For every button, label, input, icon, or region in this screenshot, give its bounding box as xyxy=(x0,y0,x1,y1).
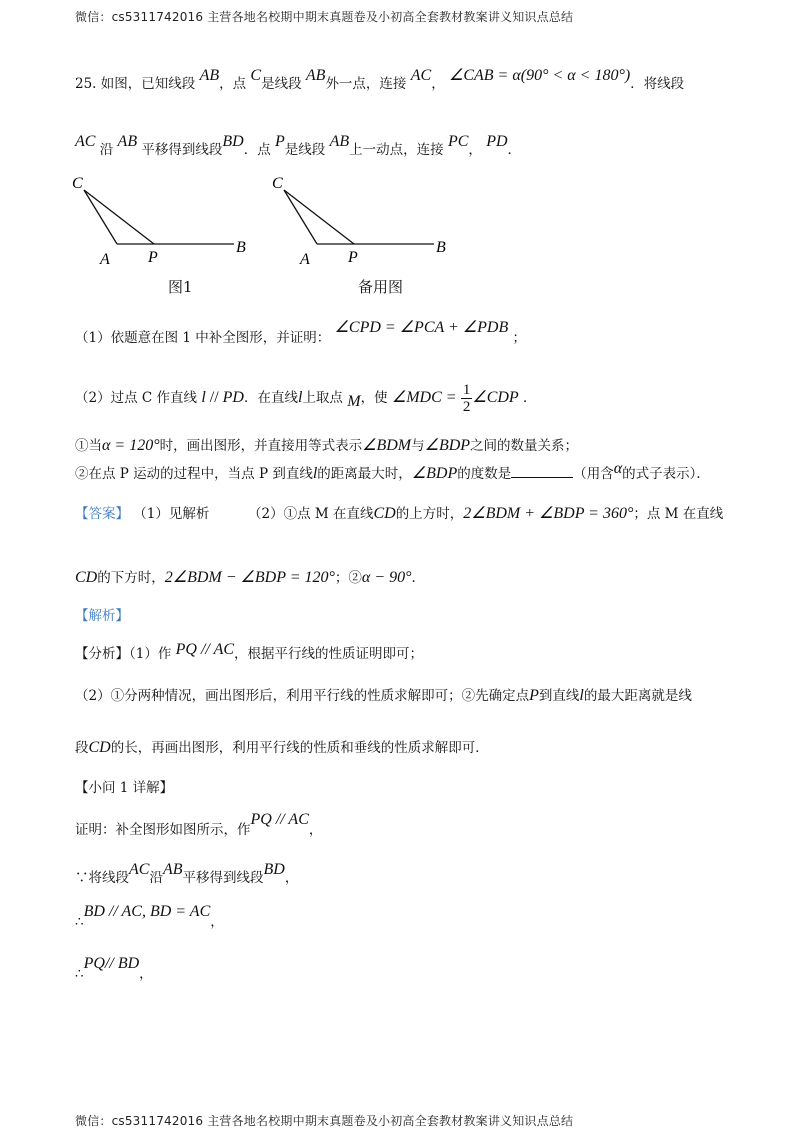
label-a: A xyxy=(300,251,310,268)
question-line-1: 25. 如图，已知线段 AB，点 C是线段 AB外一点，连接 AC， ∠CAB = α(90° < α < 180°)．将线段 xyxy=(75,67,685,92)
segment-cp xyxy=(84,190,154,244)
label-c: C xyxy=(72,175,83,192)
part-2: （2）过点 C 作直线 l // PD．在直线l上取点 M，使 ∠MDC = $\frac{1}{2}$ ∠CDP ． xyxy=(75,382,537,415)
segment-ca xyxy=(84,190,117,244)
figure-1 xyxy=(62,172,262,272)
part-1-formula: ∠CPD = ∠PCA + ∠PDB xyxy=(334,319,509,336)
proof-line-3: ∴BD // AC, BD = AC， xyxy=(75,903,224,930)
figure-backup xyxy=(262,172,462,272)
sub-question-2: ②在点 P 运动的过程中，当点 P 到直线l的距离最大时，∠BDP的度数是 （用含α的式子表示）． xyxy=(75,460,710,482)
answer-tag: 【答案】 xyxy=(75,506,129,522)
label-p: P xyxy=(148,249,158,266)
label-a: A xyxy=(100,251,110,268)
answer-line-2: CD的下方时，2∠BDM − ∠BDP = 120°；②α − 90°． xyxy=(75,569,425,586)
figure-backup-caption: 备用图 xyxy=(358,278,404,296)
proof-line-1: 证明：补全图形如图所示，作PQ // AC， xyxy=(75,811,323,838)
segment-cp xyxy=(284,190,354,244)
part-1: （1）依题意在图 1 中补全图形，并证明： ∠CPD = ∠PCA + ∠PDB ； xyxy=(75,319,527,346)
question-line-2: AC 沿 AB 平移得到线段BD．点 P是线段 AB上一动点，连接 PC， PD． xyxy=(75,133,522,158)
analysis-heading: 【解析】 xyxy=(75,608,129,624)
proof-line-2: ∵将线段AC沿AB平移得到线段BD， xyxy=(75,861,299,886)
header-watermark: 微信：cs5311742016 主营各地名校期中期末真题卷及小初高全套教材教案讲义知识点总结 xyxy=(75,10,574,24)
answer-line-1: 【答案】 （1）见解析 （2）①点 M 在直线CD的上方时，2∠BDM + ∠BDP = 360°；点 M 在直线 xyxy=(75,505,724,522)
angle-condition: ∠CAB = α(90° < α < 180°) xyxy=(448,67,631,84)
answer-blank[interactable] xyxy=(511,465,573,478)
segment-ca xyxy=(284,190,317,244)
analysis-line-1: 【分析】（1）作 PQ // AC，根据平行线的性质证明即可； xyxy=(75,641,424,662)
detail-heading: 【小问 1 详解】 xyxy=(75,780,174,796)
footer-watermark: 微信：cs5311742016 主营各地名校期中期末真题卷及小初高全套教材教案讲义知识点总结 xyxy=(75,1114,574,1128)
fraction-one-half: $\frac{1}{2}$ xyxy=(462,382,471,415)
label-p: P xyxy=(348,249,358,266)
label-c: C xyxy=(272,175,283,192)
label-b: B xyxy=(436,239,446,256)
analysis-line-3: 段CD的长，再画出图形，利用平行线的性质和垂线的性质求解即可． xyxy=(75,739,489,756)
sub-question-1: ①当α = 120°时，画出图形，并直接用等式表示∠BDM与∠BDP之间的数量关系； xyxy=(75,437,579,454)
proof-line-4: ∴PQ// BD， xyxy=(75,955,153,982)
label-b: B xyxy=(236,239,246,256)
figure-1-caption: 图1 xyxy=(168,278,193,296)
analysis-line-2: （2）①分两种情况，画出图形后，利用平行线的性质求解即可；②先确定点P到直线l的最大距离就是线 xyxy=(75,687,692,704)
question-number: 25. xyxy=(75,76,97,92)
